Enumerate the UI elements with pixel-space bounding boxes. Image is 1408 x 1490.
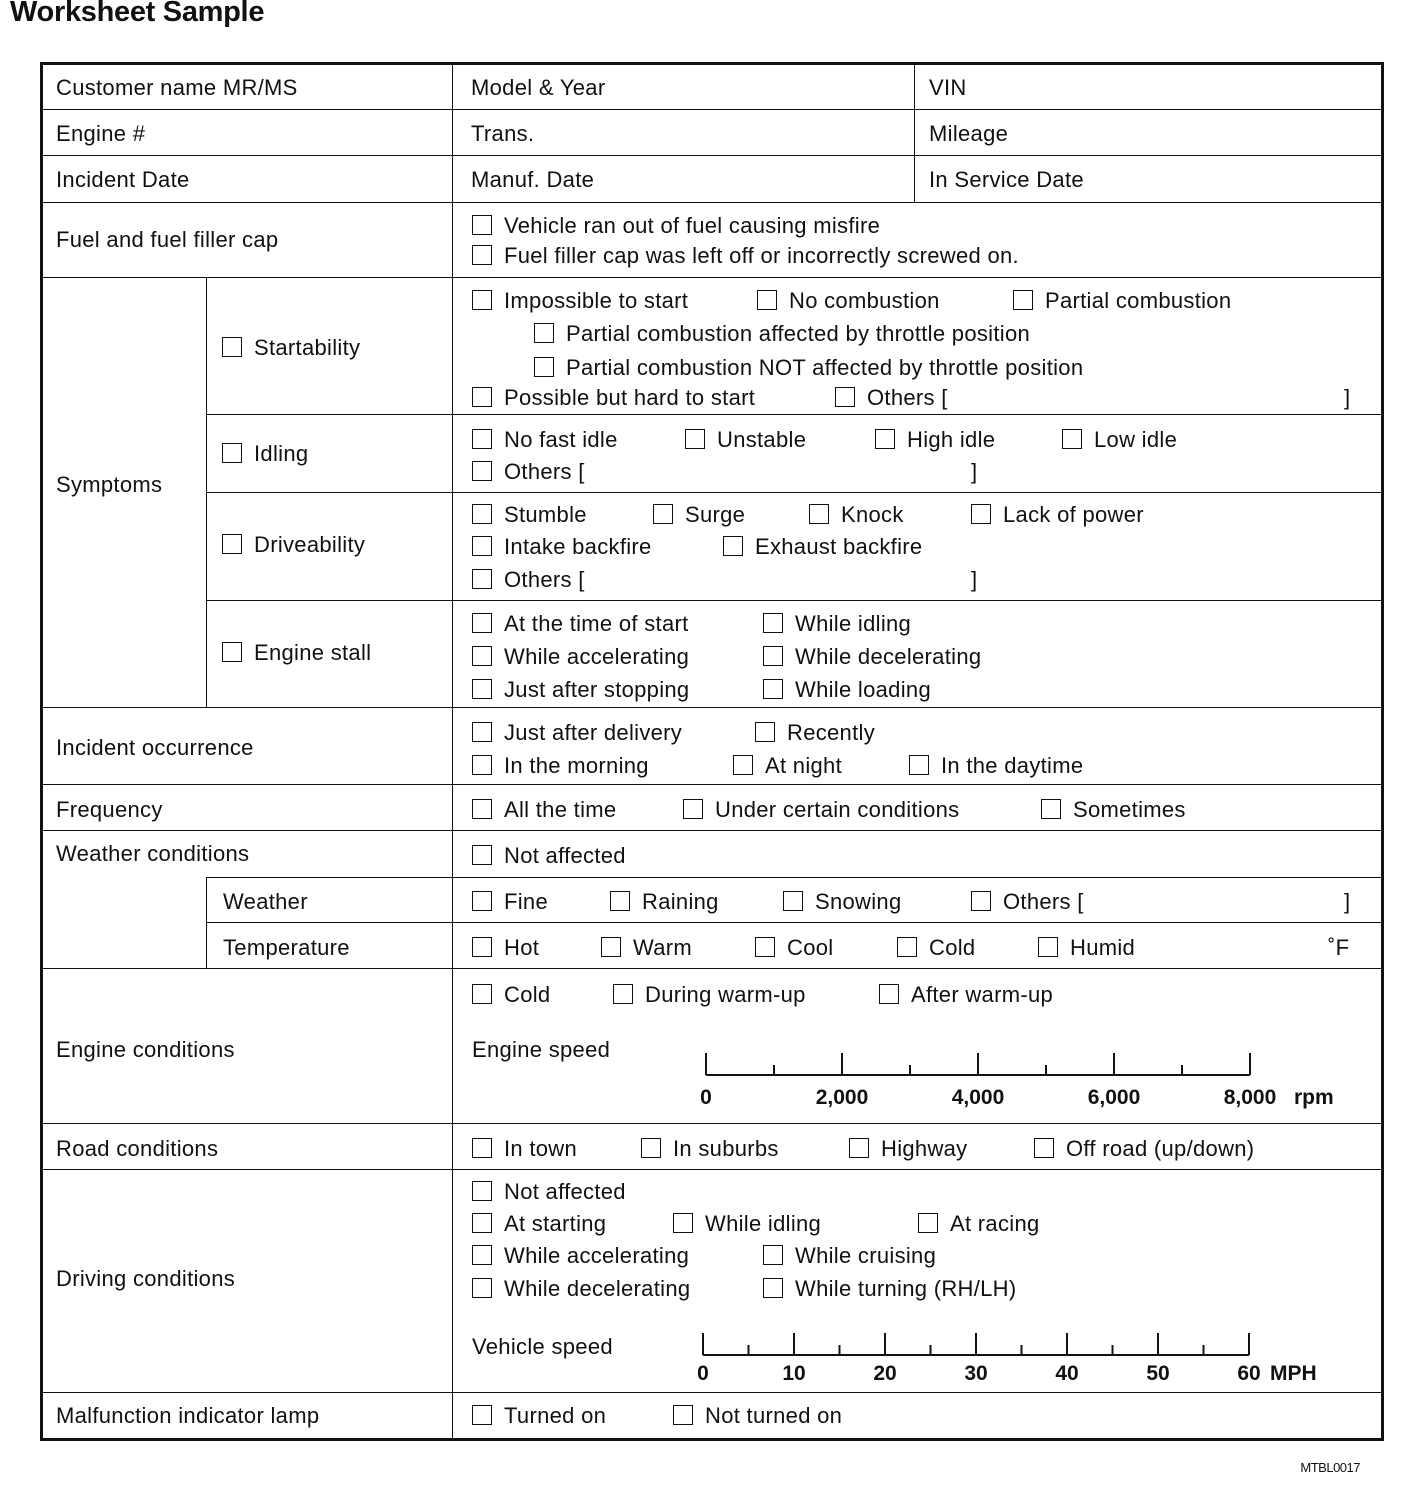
- incident-date-label: Incident Date: [56, 167, 190, 192]
- checkbox[interactable]: [472, 1405, 492, 1425]
- temperature-label: Temperature: [223, 935, 350, 960]
- scale-tick-label: 10: [782, 1362, 806, 1385]
- vehicle-speed-label: Vehicle speed: [472, 1334, 613, 1359]
- mph-unit: MPH: [1270, 1362, 1317, 1385]
- scale-tick-label: 0: [700, 1086, 712, 1109]
- scale-tick-label: 8,000: [1223, 1086, 1277, 1109]
- trans-label: Trans.: [471, 121, 535, 146]
- frequency-label: Frequency: [56, 797, 163, 822]
- bracket-close: ]: [971, 459, 978, 484]
- rpm-unit: rpm: [1294, 1086, 1334, 1109]
- figure-code: MTBL0017: [1300, 1460, 1360, 1475]
- fuel-label: Fuel and fuel filler cap: [56, 227, 279, 252]
- customer-name-label: Customer name MR/MS: [56, 75, 298, 100]
- incident-occurrence-label: Incident occurrence: [56, 735, 254, 760]
- bracket-close: ]: [1344, 385, 1351, 410]
- model-year-label: Model & Year: [471, 75, 606, 100]
- scale-tick-label: 60: [1237, 1362, 1261, 1385]
- scale-tick-label: 50: [1146, 1362, 1170, 1385]
- in-service-date-label: In Service Date: [929, 167, 1084, 192]
- scale-tick-label: 0: [697, 1362, 709, 1385]
- scale-tick-label: 20: [873, 1362, 897, 1385]
- engine-conditions-label: Engine conditions: [56, 1037, 235, 1062]
- scale-tick-label: 6,000: [1087, 1086, 1141, 1109]
- page-title: Worksheet Sample: [10, 0, 265, 28]
- bracket-close: ]: [1344, 889, 1351, 914]
- mileage-label: Mileage: [929, 121, 1009, 146]
- manuf-date-label: Manuf. Date: [471, 167, 595, 192]
- weather-label: Weather: [223, 889, 308, 914]
- driving-conditions-label: Driving conditions: [56, 1266, 236, 1291]
- weather-conditions-label: Weather conditions: [56, 841, 250, 866]
- engine-number-label: Engine #: [56, 121, 146, 146]
- scale-tick-label: 2,000: [815, 1086, 869, 1109]
- road-conditions-label: Road conditions: [56, 1136, 219, 1161]
- checkbox[interactable]: [673, 1405, 693, 1425]
- bracket-close: ]: [971, 567, 978, 592]
- scale-tick-label: 40: [1055, 1362, 1079, 1385]
- mil-label: Malfunction indicator lamp: [56, 1403, 320, 1428]
- engine-speed-label: Engine speed: [472, 1037, 611, 1062]
- symptoms-label: Symptoms: [56, 472, 163, 497]
- vin-label: VIN: [929, 75, 967, 100]
- scale-tick-label: 30: [964, 1362, 988, 1385]
- temperature-unit: ˚F: [1328, 935, 1350, 960]
- scale-tick-label: 4,000: [951, 1086, 1005, 1109]
